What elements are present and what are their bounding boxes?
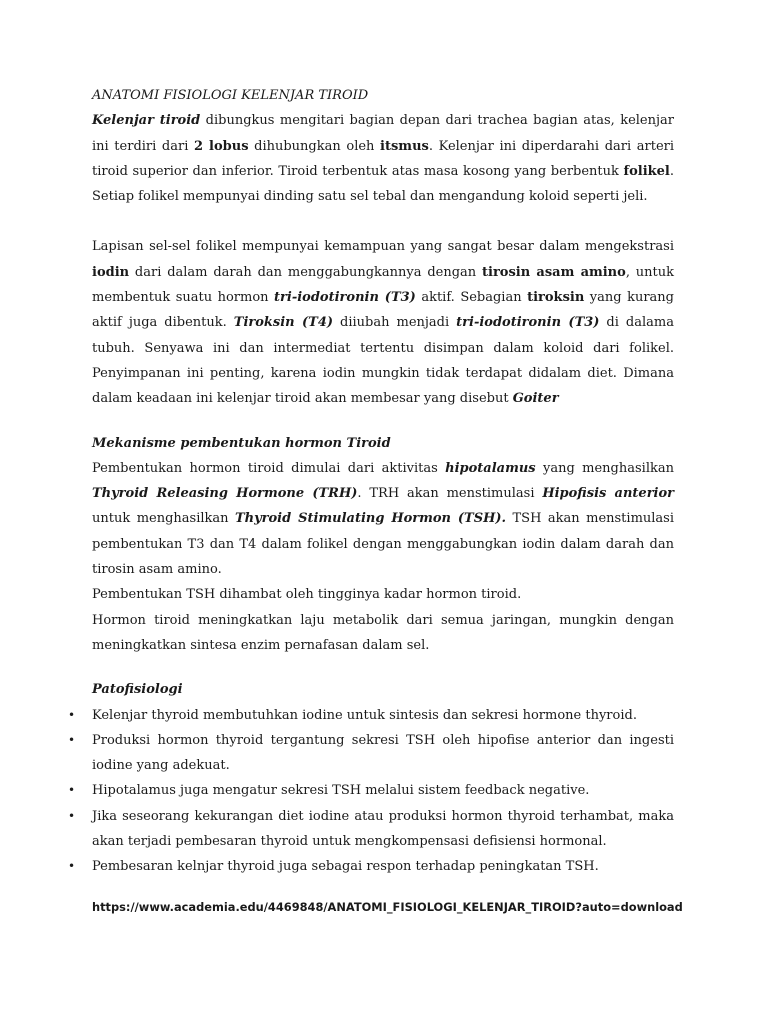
list-item: • Hipotalamus juga mengatur sekresi TSH melalui sistem feedback negative. — [92, 778, 674, 803]
term-hipotalamus: hipotalamus — [445, 460, 536, 476]
bullet-icon: • — [68, 808, 76, 823]
term-kelenjar-tiroid: Kelenjar tiroid — [92, 113, 201, 129]
term-goiter: Goiter — [512, 391, 559, 407]
paragraph-laju-metabolik: Hormon tiroid meningkatkan laju metabolik dari semua jaringan, mungkin dengan meningkatkan sintesa enzim pernafasan dalam sel. — [92, 612, 674, 653]
term-tsh: Thyroid Stimulating Hormon (TSH). — [234, 511, 507, 527]
term-t3: tri-iodotironin (T3) — [274, 290, 416, 306]
bullet-icon: • — [68, 859, 76, 874]
term-iodin: iodin — [92, 264, 130, 280]
paragraph-lapisan-sel: Lapisan sel-sel folikel mempunyai kemampuan yang sangat besar dalam mengekstrasi iodin dari dalam darah dan menggabungkannya dengan tirosin asam amino, untuk membentuk suatu hormon tri-iodotironin (T3) aktif. Sebagian tiroksin yang kurang aktif juga dibentuk. Tiroksin (T4) diiubah menjadi tri-iodotironin (T3) di dalama tubuh. Senyawa ini dan intermediat tertentu disimpan dalam koloid dari folikel. Penyimpanan ini penting, karena iodin mungkin tidak terdapat didalam diet. Dimana dalam keadaan ini kelenjar tiroid akan membesar yang disebut Goiter — [92, 239, 674, 407]
term-folikel: folikel — [623, 163, 670, 179]
paragraph-kelenjar-tiroid: Kelenjar tiroid dibungkus mengitari bagian depan dari trachea bagian atas, kelenjar ini terdiri dari 2 lobus dihubungkan oleh itsmus. Kelenjar ini diperdarahi dari arteri tiroid superior dan inferior. Tiroid terbentuk atas masa kosong yang berbentuk folikel. Setiap folikel mempunyai dinding satu sel tebal dan mengandung koloid seperti jeli. — [92, 113, 675, 205]
term-2-lobus: 2 lobus — [193, 138, 249, 154]
bullet-icon: • — [68, 707, 76, 722]
term-t4: Tiroksin (T4) — [233, 315, 334, 331]
term-t3-second: tri-iodotironin (T3) — [456, 315, 600, 331]
bullet-icon: • — [68, 783, 76, 798]
patofisiologi-list — [68, 703, 674, 880]
term-tirosin-asam-amino: tirosin asam amino — [482, 264, 626, 280]
term-tiroksin: tiroksin — [527, 290, 585, 306]
list-item: • Produksi hormon thyroid tergantung sekresi TSH oleh hipofise anterior dan ingesti iodine yang adekuat. — [92, 728, 674, 779]
source-url: https://www.academia.edu/4469848/ANATOMI_FISIOLOGI_KELENJAR_TIROID?auto=download — [92, 900, 683, 914]
list-item: • Jika seseorang kekurangan diet iodine atau produksi hormon thyroid terhambat, maka akan terjadi pembesaran thyroid untuk mengkompensasi defisiensi hormonal. — [92, 804, 674, 855]
section-heading-patofisiologi: Patofisiologi — [92, 682, 183, 698]
paragraph-tsh-dihambat: Pembentukan TSH dihambat oleh tingginya kadar hormon tiroid. — [92, 587, 522, 603]
paragraph-pembentukan-hormon: Pembentukan hormon tiroid dimulai dari aktivitas hipotalamus yang menghasilkan Thyroid Releasing Hormone (TRH). TRH akan menstimulasi Hipofisis anterior untuk menghasilkan Thyroid Stimulating Hormon (TSH). TSH akan menstimulasi pembentukan T3 dan T4 dalam folikel dengan menggabungkan iodin dalam darah dan tirosin asam amino. — [92, 460, 675, 578]
term-hipofisis-anterior: Hipofisis anterior — [542, 486, 675, 502]
list-item: • Pembesaran kelnjar thyroid juga sebagai respon terhadap peningkatan TSH. — [92, 854, 674, 879]
term-itsmus: itsmus — [380, 138, 429, 154]
list-item: • Kelenjar thyroid membutuhkan iodine untuk sintesis dan sekresi hormone thyroid. — [92, 703, 674, 728]
document-body — [68, 83, 675, 880]
bullet-icon: • — [68, 732, 76, 747]
document-title: ANATOMI FISIOLOGI KELENJAR TIROID — [92, 88, 369, 103]
section-heading-mekanisme: Mekanisme pembentukan hormon Tiroid — [92, 435, 391, 451]
term-trh: Thyroid Releasing Hormone (TRH) — [92, 486, 358, 502]
